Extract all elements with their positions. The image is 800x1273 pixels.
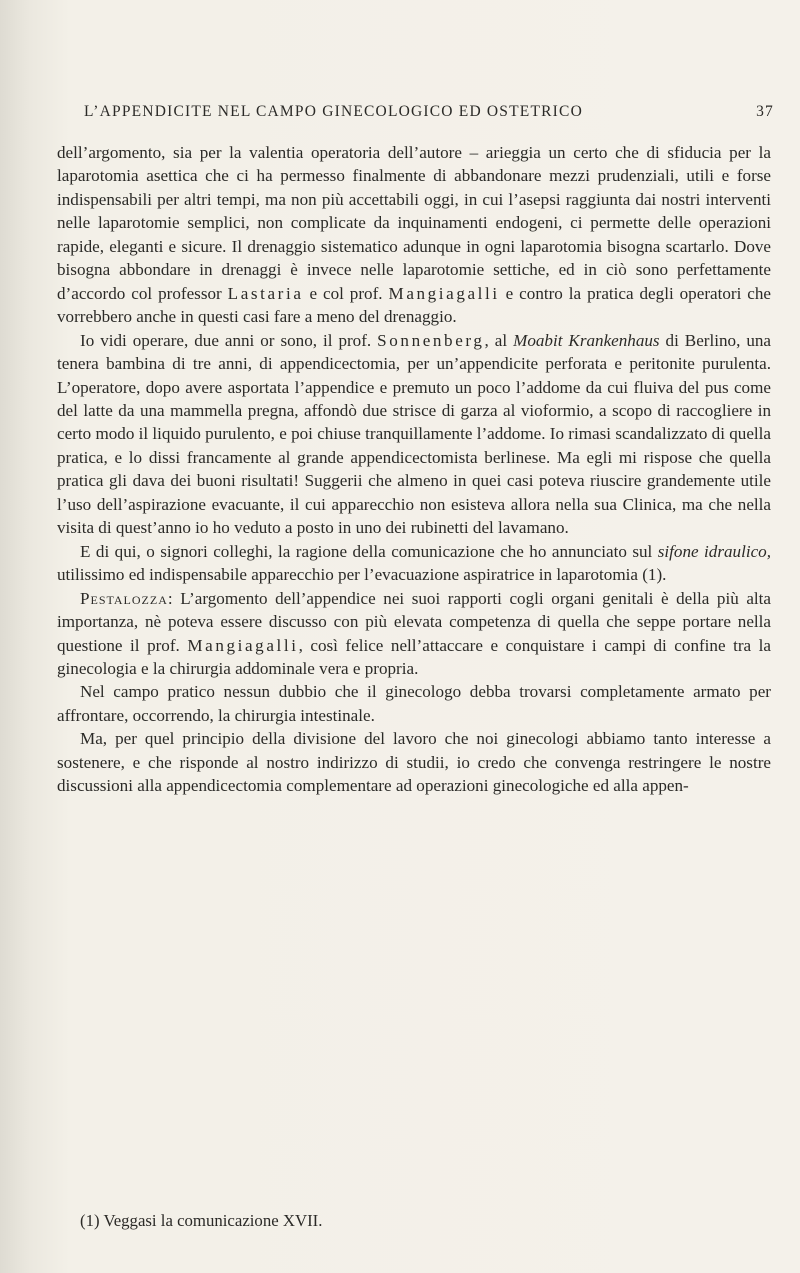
speaker-name: Pestalozza [80, 588, 168, 608]
person-name: Sonnenberg [377, 330, 485, 350]
body-text [57, 141, 771, 798]
running-header [84, 103, 774, 127]
footnote: (1) Veggasi la comunicazione XVII. [80, 1211, 323, 1230]
paragraph: E di qui, o signori colleghi, la ragione della comunicazione che ho annunciato sul sifone idraulico, utilissimo ed indispensabile apparecchio per l’evacuazione aspiratrice in laparotomia (1). [57, 541, 771, 585]
paragraph: Nel campo pratico nessun dubbio che il ginecologo debba trovarsi completamente armato per affrontare, occorrendo, la chirurgia intestinale. [57, 682, 771, 725]
paragraph: Io vidi operare, due anni or sono, il prof. Sonnenberg, al Moabit Krankenhaus di Berlino, una tenera bambina di tre anni, di appendicectomia, per un’appendicite perforata e peritonite purulenta. L’operatore, dopo avere asportata l’appendice e premuto un poco l’addome da cui fluiva del pus come del latte da una mammella pregna, affondò due strisce di garza al vioformio, a scopo di raccogliere in certo modo il liquido purulento, e poi chiuse tranquillamente l’addome. Io rimasi scandalizzato di quella pratica, e lo dissi francamente al grande appendicectomista berlinese. Ma egli mi rispose che quella pratica gli dava dei buoni risultati! Suggerii che almeno in quei casi poteva riuscire grandemente utile l’uso dell’aspirazione evacuante, il cui apparecchio non esisteva allora nella sua Clinica, ma che nella visita di quest’anno io ho veduto a posto in uno dei rubinetti del lavamano. [57, 330, 771, 538]
person-name: Mangiagalli [388, 283, 500, 303]
person-name: Lastaria [227, 283, 304, 303]
page-number: 37 [756, 103, 774, 120]
paragraph: Pestalozza: L’argomento dell’appendice nei suoi rapporti cogli organi genitali è della più alta importanza, nè poteva essere discusso con più elevata competenza di quella che seppe portare nella questione il prof. Mangiagalli, così felice nell’attaccare e conquistare i campi di confine tra la ginecologia e la chirurgia addominale vera e propria. [57, 588, 771, 678]
paragraph: Ma, per quel principio della divisione del lavoro che noi ginecologi abbiamo tanto interesse a sostenere, e che risponde al nostro indirizzo di studii, io credo che convenga restringere le nostre discussioni alla appendicectomia complementare ad operazioni ginecologiche ed alla appen- [57, 729, 771, 796]
running-title: L’APPENDICITE NEL CAMPO GINECOLOGICO ED OSTETRICO [84, 103, 583, 120]
paragraph: dell’argomento, sia per la valentia operatoria dell’autore – arieggia un certo che di sfiducia per la laparotomia asettica che ci ha permesso finalmente di abbandonare mezzi prudenziali, utili e forse indispensabili per altri tempi, ma non più accettabili oggi, in cui l’asepsi raggiunta dai nostri interventi nelle laparotomie semplici, non complicate da inquinamenti endogeni, ci permette delle operazioni rapide, eleganti e sicure. Il drenaggio sistematico adunque in ogni laparotomia bisogna scartarlo. Dove bisogna abbondare in drenaggi è invece nelle laparotomie settiche, ed in ciò sono perfettamente d’accordo col professor Lastaria e col prof. Mangiagalli e contro la pratica degli operatori che vorrebbero anche in questi casi fare a meno del drenaggio. [57, 143, 771, 327]
italic-term: sifone idraulico, [657, 541, 771, 561]
person-name: Mangiagalli [187, 635, 299, 655]
italic-place-name: Moabit Krankenhaus [513, 330, 660, 350]
